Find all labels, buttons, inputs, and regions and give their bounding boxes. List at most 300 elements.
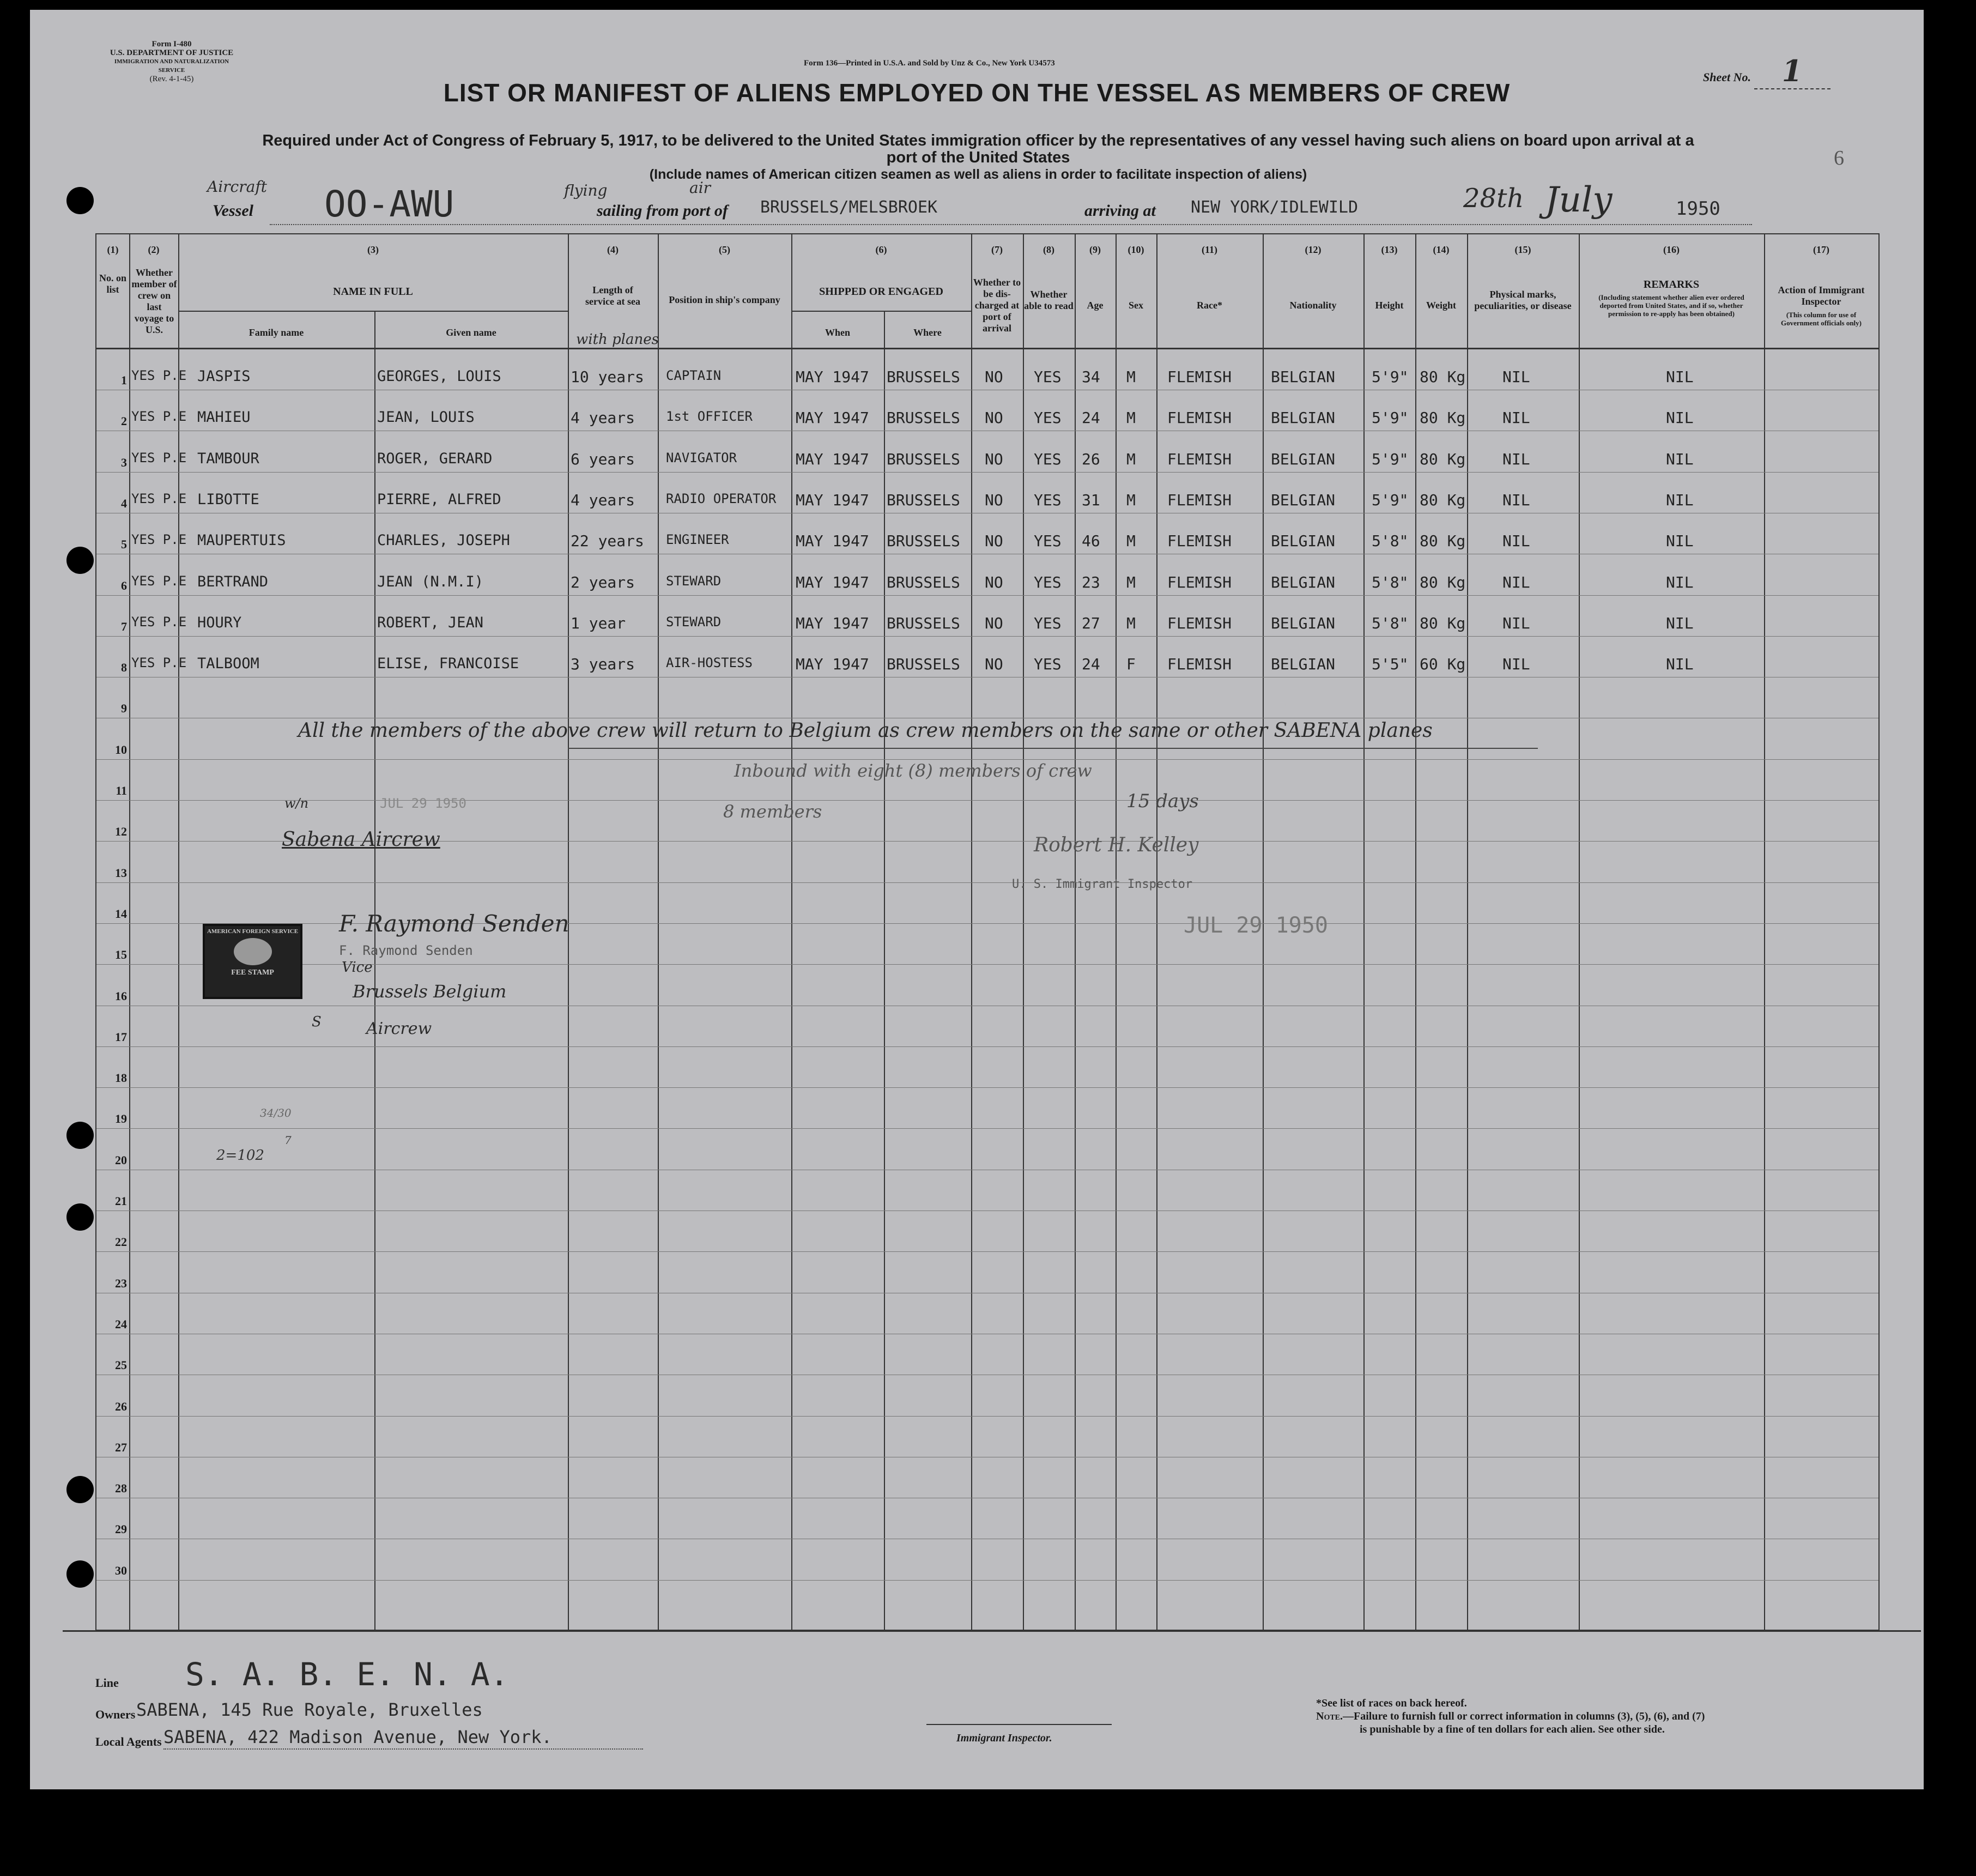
- row9-underline: [568, 748, 1538, 749]
- crew-height: 5'9": [1372, 368, 1409, 386]
- crew-when: MAY 1947: [796, 450, 869, 468]
- crew-marks: NIL: [1502, 368, 1530, 386]
- row10-note: Inbound with eight (8) members of crew: [734, 760, 1092, 781]
- signer-place: Brussels Belgium: [353, 981, 507, 1002]
- crew-when: MAY 1947: [796, 532, 869, 550]
- crew-position: ENGINEER: [666, 532, 729, 547]
- col-num: (14): [1433, 244, 1450, 255]
- crew-read: YES: [1034, 573, 1062, 591]
- col-header-sex: Sex: [1129, 300, 1143, 311]
- crew-service: 4 years: [571, 409, 635, 427]
- crew-last: YES P.E: [131, 409, 187, 424]
- col-num: (17): [1813, 244, 1829, 255]
- row-number: 1: [121, 373, 127, 387]
- crew-remarks: NIL: [1666, 368, 1694, 386]
- crew-height: 5'5": [1372, 655, 1409, 673]
- col-line: [1764, 234, 1765, 1630]
- header-divider: [96, 348, 1878, 349]
- subtitle-line-1: Required under Act of Congress of February 5, 1917, to be delivered to the United States immigration officer by the representatives of any vessel having such aliens on board upon arrival at a: [262, 132, 1694, 149]
- service: IMMIGRATION AND NATURALIZATION SERVICE: [114, 58, 229, 74]
- crew-weight: 80 Kg: [1420, 491, 1466, 509]
- row-number: 20: [115, 1153, 127, 1167]
- col-num: (16): [1663, 244, 1680, 255]
- row-number: 9: [121, 701, 127, 715]
- row-number: 18: [115, 1071, 127, 1085]
- manifest-page: [30, 10, 1924, 1789]
- crew-race: FLEMISH: [1167, 491, 1232, 509]
- crew-service: 10 years: [571, 368, 644, 386]
- crew-marks: NIL: [1502, 655, 1530, 673]
- crew-position: RADIO OPERATOR: [666, 491, 777, 506]
- crew-family: TALBOOM: [197, 655, 259, 672]
- arriving-value: NEW YORK/IDLEWILD: [1191, 198, 1359, 217]
- row-number: 12: [115, 825, 127, 838]
- subtitle-line-3: (Include names of American citizen seamen as well as aliens in order to facilitate inspection of aliens): [649, 167, 1307, 182]
- col-num: (1): [107, 244, 119, 255]
- crew-service: 1 year: [571, 614, 626, 632]
- col-header-last-voyage: Whether member of crew on last voyage to U.S.: [131, 267, 177, 335]
- crew-where: BRUSSELS: [887, 614, 960, 632]
- row-line: [96, 882, 1878, 883]
- crew-given: ROBERT, JEAN: [377, 614, 484, 631]
- crew-read: YES: [1034, 532, 1062, 550]
- crew-position: STEWARD: [666, 614, 722, 630]
- row-number: 8: [121, 661, 127, 674]
- row-number: 16: [115, 989, 127, 1003]
- crew-nationality: BELGIAN: [1271, 573, 1336, 591]
- wn-date: JUL 29 1950: [380, 796, 466, 811]
- note-fine-text: —Failure to furnish full or correct information in columns (3), (5), (6), and (7): [1343, 1710, 1705, 1722]
- crew-last: YES P.E: [131, 655, 187, 670]
- col-line: [1116, 234, 1117, 1630]
- col-line: [1023, 234, 1024, 1630]
- crew-sex: M: [1126, 614, 1136, 632]
- row-number: 15: [115, 948, 127, 961]
- crew-height: 5'9": [1372, 450, 1409, 468]
- col-line: [658, 234, 659, 1630]
- row-line: [96, 800, 1878, 801]
- subtitle-line-2: port of the United States: [886, 149, 1070, 166]
- inspector-stamp: U. S. Immigrant Inspector: [1012, 878, 1193, 891]
- crew-nationality: BELGIAN: [1271, 532, 1336, 550]
- col-header-action-note: (This column for use of Government officials only): [1780, 311, 1862, 327]
- crew-when: MAY 1947: [796, 409, 869, 427]
- col-num: (5): [719, 244, 730, 255]
- agents-label: Local Agents: [95, 1735, 162, 1748]
- crew-read: YES: [1034, 614, 1062, 632]
- signer-mark: S: [312, 1014, 322, 1030]
- row-number: 13: [115, 866, 127, 880]
- crew-race: FLEMISH: [1167, 368, 1232, 386]
- crew-where: BRUSSELS: [887, 491, 960, 509]
- crew-age: 31: [1082, 491, 1100, 509]
- row-number: 4: [121, 497, 127, 510]
- col-num: (12): [1305, 244, 1322, 255]
- crew-discharged: NO: [985, 409, 1003, 427]
- crew-where: BRUSSELS: [887, 409, 960, 427]
- crew-marks: NIL: [1502, 409, 1530, 427]
- crew-family: MAUPERTUIS: [197, 532, 286, 549]
- crew-given: ELISE, FRANCOISE: [377, 655, 519, 672]
- row-number: 6: [121, 579, 127, 592]
- page-title: LIST OR MANIFEST OF ALIENS EMPLOYED ON THE VESSEL AS MEMBERS OF CREW: [443, 78, 1511, 107]
- printer-line: Form 136—Printed in U.S.A. and Sold by Unz & Co., New York U34573: [804, 59, 1055, 68]
- row-line: [96, 759, 1878, 760]
- note-head: Note.: [1316, 1710, 1343, 1722]
- crew-when: MAY 1947: [796, 614, 869, 632]
- crew-discharged: NO: [985, 450, 1003, 468]
- row-line: [96, 472, 1878, 473]
- crew-age: 34: [1082, 368, 1100, 386]
- row-number: 28: [115, 1481, 127, 1495]
- punch-hole: [66, 187, 94, 214]
- margin-figure-1: 34/30: [260, 1106, 292, 1119]
- col-header-remarks-note: (Including statement whether alien ever ordered deported from United States, and if so, whether permission to re-apply has been obtained): [1598, 293, 1744, 318]
- crew-service: 22 years: [571, 532, 644, 550]
- crew-when: MAY 1947: [796, 491, 869, 509]
- col-header-no: No. on list: [99, 273, 126, 295]
- signer-title: Vice: [342, 959, 373, 976]
- row-number: 25: [115, 1358, 127, 1372]
- punch-hole: [66, 1122, 94, 1149]
- sabena-note: Sabena Aircrew: [282, 828, 440, 851]
- margin-figure-3: 2=102: [216, 1147, 264, 1164]
- row-number: 23: [115, 1276, 127, 1290]
- agent-line: [163, 1748, 643, 1750]
- col-num: (6): [875, 244, 887, 255]
- service-annot: with planes: [576, 331, 659, 348]
- row-line: [96, 1087, 1878, 1088]
- crew-read: YES: [1034, 368, 1062, 386]
- crew-age: 27: [1082, 614, 1100, 632]
- col-num: (11): [1202, 244, 1217, 255]
- crew-nationality: BELGIAN: [1271, 450, 1336, 468]
- col-header-family: Family name: [248, 327, 304, 338]
- col-header-discharged: Whether to be dis-charged at port of arrival: [973, 277, 1021, 334]
- shipped-subdivider: [791, 311, 971, 312]
- crew-weight: 80 Kg: [1420, 532, 1466, 550]
- punch-hole: [66, 547, 94, 574]
- crew-service: 2 years: [571, 573, 635, 591]
- col-num: (8): [1043, 244, 1054, 255]
- crew-sex: M: [1126, 491, 1136, 509]
- col-header-position: Position in ship's company: [669, 294, 780, 305]
- crew-remarks: NIL: [1666, 614, 1694, 632]
- vessel-annot: Aircraft: [207, 178, 267, 196]
- col-header-age: Age: [1087, 300, 1104, 311]
- crew-weight: 80 Kg: [1420, 573, 1466, 591]
- col-num: (13): [1381, 244, 1398, 255]
- crew-age: 24: [1082, 655, 1100, 673]
- sheet-label: Sheet No.: [1703, 70, 1751, 84]
- crew-last: YES P.E: [131, 614, 187, 630]
- inspector-label: Immigrant Inspector.: [956, 1732, 1052, 1744]
- crew-remarks: NIL: [1666, 450, 1694, 468]
- crew-given: CHARLES, JOSEPH: [377, 532, 510, 549]
- name-subdivider: [178, 311, 568, 312]
- subtitle: [112, 132, 1845, 183]
- crew-nationality: BELGIAN: [1271, 491, 1336, 509]
- fee-stamp: [203, 924, 302, 999]
- owners-value: SABENA, 145 Rue Royale, Bruxelles: [136, 1699, 483, 1720]
- col-header-name: NAME IN FULL: [333, 286, 413, 298]
- port-value: BRUSSELS/MELSBROEK: [760, 198, 938, 217]
- note-fine: [1316, 1710, 1916, 1723]
- crew-remarks: NIL: [1666, 491, 1694, 509]
- crew-race: FLEMISH: [1167, 655, 1232, 673]
- crew-nationality: BELGIAN: [1271, 614, 1336, 632]
- crew-marks: NIL: [1502, 450, 1530, 468]
- row-number: 10: [115, 743, 127, 757]
- col-header-height: Height: [1375, 300, 1404, 311]
- row9-note: All the members of the above crew will return to Belgium as crew members on the same or other SABENA planes: [298, 719, 1433, 742]
- col-header-read: Whether able to read: [1024, 289, 1074, 311]
- crew-service: 4 years: [571, 491, 635, 509]
- col-num: (15): [1514, 244, 1531, 255]
- crew-family: MAHIEU: [197, 409, 251, 426]
- crew-age: 26: [1082, 450, 1100, 468]
- crew-discharged: NO: [985, 491, 1003, 509]
- row-number: 30: [115, 1564, 127, 1577]
- row-line: [96, 636, 1878, 637]
- crew-family: TAMBOUR: [197, 450, 259, 467]
- crew-nationality: BELGIAN: [1271, 409, 1336, 427]
- fee-stamp-seal: [234, 938, 272, 965]
- line-label: Line: [95, 1676, 119, 1690]
- revision: (Rev. 4-1-45): [149, 75, 194, 83]
- arriving-label: arriving at: [1084, 202, 1156, 220]
- row-line: [96, 1046, 1878, 1047]
- row11-note: 8 members: [723, 801, 822, 822]
- department: U.S. DEPARTMENT OF JUSTICE: [110, 49, 234, 57]
- crew-nationality: BELGIAN: [1271, 368, 1336, 386]
- crew-when: MAY 1947: [796, 655, 869, 673]
- row-number: 21: [115, 1194, 127, 1208]
- air-annot: air: [689, 179, 711, 197]
- col-header-action: Action of Immigrant Inspector: [1778, 285, 1865, 307]
- col-num: (9): [1089, 244, 1101, 255]
- crew-weight: 80 Kg: [1420, 450, 1466, 468]
- col-line: [1415, 234, 1416, 1630]
- col-header-shipped: SHIPPED OR ENGAGED: [819, 286, 943, 298]
- col-line: [971, 234, 972, 1630]
- crew-where: BRUSSELS: [887, 573, 960, 591]
- crew-weight: 80 Kg: [1420, 409, 1466, 427]
- fee-stamp-top: AMERICAN FOREIGN SERVICE: [207, 928, 299, 935]
- crew-discharged: NO: [985, 655, 1003, 673]
- crew-last: YES P.E: [131, 532, 187, 547]
- col-num: (3): [367, 244, 379, 255]
- col-line: [791, 234, 792, 1630]
- wn-mark: w/n: [284, 796, 309, 811]
- crew-weight: 80 Kg: [1420, 614, 1466, 632]
- crew-service: 3 years: [571, 655, 635, 673]
- crew-marks: NIL: [1502, 614, 1530, 632]
- crew-sex: M: [1126, 532, 1136, 550]
- crew-where: BRUSSELS: [887, 655, 960, 673]
- crew-read: YES: [1034, 655, 1062, 673]
- crew-marks: NIL: [1502, 491, 1530, 509]
- vessel-value: OO-AWU: [324, 183, 454, 225]
- crew-race: FLEMISH: [1167, 450, 1232, 468]
- row-line: [96, 1580, 1878, 1581]
- row-number: 26: [115, 1400, 127, 1413]
- col-header-given: Given name: [446, 327, 496, 338]
- crew-discharged: NO: [985, 614, 1003, 632]
- crew-height: 5'8": [1372, 532, 1409, 550]
- crew-where: BRUSSELS: [887, 532, 960, 550]
- col-line: [1156, 234, 1157, 1630]
- crew-last: YES P.E: [131, 573, 187, 589]
- inspector-sig: Robert H. Kelley: [1034, 834, 1199, 856]
- row-number: 22: [115, 1235, 127, 1249]
- crew-race: FLEMISH: [1167, 409, 1232, 427]
- row-number: 27: [115, 1441, 127, 1454]
- col-header-service: Length of service at sea: [585, 285, 640, 307]
- crew-last: YES P.E: [131, 368, 187, 383]
- crew-position: NAVIGATOR: [666, 450, 737, 465]
- crew-read: YES: [1034, 409, 1062, 427]
- col-header-race: Race*: [1197, 300, 1222, 311]
- crew-height: 5'8": [1372, 614, 1409, 632]
- crew-sex: M: [1126, 450, 1136, 468]
- col-num: (10): [1128, 244, 1144, 255]
- margin-number: 6: [1834, 147, 1844, 170]
- row-number: 7: [121, 620, 127, 633]
- crew-marks: NIL: [1502, 532, 1530, 550]
- date-stamp: JUL 29 1950: [1184, 913, 1328, 938]
- fee-stamp-bottom: FEE STAMP: [231, 969, 274, 977]
- agents-value: SABENA, 422 Madison Avenue, New York.: [163, 1727, 552, 1747]
- row-line: [96, 1416, 1878, 1417]
- signer-typed: F. Raymond Senden: [339, 943, 473, 958]
- crew-discharged: NO: [985, 368, 1003, 386]
- crew-weight: 60 Kg: [1420, 655, 1466, 673]
- row-number: 2: [121, 414, 127, 428]
- col-num: (7): [991, 244, 1003, 255]
- col-header-weight: Weight: [1426, 300, 1456, 311]
- crew-position: STEWARD: [666, 573, 722, 589]
- crew-sex: F: [1126, 655, 1136, 673]
- col-line: [884, 311, 885, 1630]
- crew-nationality: BELGIAN: [1271, 655, 1336, 673]
- punch-hole: [66, 1476, 94, 1503]
- punch-hole: [66, 1560, 94, 1588]
- crew-sex: M: [1126, 368, 1136, 386]
- col-header-when: When: [825, 327, 850, 338]
- crew-sex: M: [1126, 573, 1136, 591]
- note-fine-2: is punishable by a fine of ten dollars for each alien. See other side.: [1360, 1723, 1665, 1735]
- crew-family: LIBOTTE: [197, 491, 259, 508]
- owners-label: Owners: [95, 1708, 136, 1721]
- footer-divider: [63, 1630, 1921, 1632]
- footer-notes: [1316, 1697, 1916, 1736]
- row-line: [96, 1251, 1878, 1252]
- crew-height: 5'9": [1372, 409, 1409, 427]
- crew-family: BERTRAND: [197, 573, 269, 590]
- row-number: 24: [115, 1317, 127, 1331]
- crew-read: YES: [1034, 450, 1062, 468]
- crew-given: GEORGES, LOUIS: [377, 368, 501, 385]
- vessel-label: Vessel: [213, 202, 253, 220]
- col-line: [1075, 234, 1076, 1630]
- col-line: [1363, 234, 1365, 1630]
- month-value: July: [1545, 180, 1613, 220]
- crew-height: 5'8": [1372, 573, 1409, 591]
- form-id: Form I-480: [151, 40, 192, 49]
- crew-age: 46: [1082, 532, 1100, 550]
- crew-height: 5'9": [1372, 491, 1409, 509]
- crew-weight: 80 Kg: [1420, 368, 1466, 386]
- crew-age: 24: [1082, 409, 1100, 427]
- col-header-marks: Physical marks, peculiarities, or disease: [1474, 289, 1572, 311]
- crew-age: 23: [1082, 573, 1100, 591]
- crew-marks: NIL: [1502, 573, 1530, 591]
- row-number: 3: [121, 456, 127, 469]
- crew-service: 6 years: [571, 450, 635, 468]
- crew-position: AIR-HOSTESS: [666, 655, 753, 670]
- col-line: [129, 234, 130, 1630]
- crew-discharged: NO: [985, 573, 1003, 591]
- crew-position: 1st OFFICER: [666, 409, 753, 424]
- crew-remarks: NIL: [1666, 573, 1694, 591]
- col-line: [178, 234, 179, 1630]
- row-number: 19: [115, 1112, 127, 1125]
- crew-remarks: NIL: [1666, 655, 1694, 673]
- year-value: 1950: [1676, 198, 1720, 220]
- crew-given: PIERRE, ALFRED: [377, 491, 501, 508]
- crew-where: BRUSSELS: [887, 368, 960, 386]
- day-value: 28th: [1463, 183, 1524, 214]
- crew-race: FLEMISH: [1167, 614, 1232, 632]
- row-number: 5: [121, 537, 127, 551]
- sailing-label: sailing from port of: [597, 202, 728, 220]
- sheet-value: 1: [1754, 53, 1830, 89]
- signer-dept: Aircrew: [366, 1019, 432, 1038]
- crew-last: YES P.E: [131, 450, 187, 465]
- col-line: [1579, 234, 1580, 1630]
- col-header-where: Where: [913, 327, 942, 338]
- crew-table: [95, 233, 1880, 1631]
- crew-where: BRUSSELS: [887, 450, 960, 468]
- row-line: [96, 595, 1878, 596]
- form-id-block: [101, 40, 243, 83]
- crew-last: YES P.E: [131, 491, 187, 506]
- admitted-days: 15 days: [1126, 790, 1199, 812]
- row-number: 14: [115, 907, 127, 921]
- col-line: [374, 311, 375, 1630]
- inspector-line: [926, 1724, 1112, 1725]
- crew-read: YES: [1034, 491, 1062, 509]
- signer-sig: F. Raymond Senden: [339, 910, 569, 937]
- flying-annot: flying: [564, 181, 608, 199]
- col-header-nationality: Nationality: [1289, 300, 1337, 311]
- crew-race: FLEMISH: [1167, 573, 1232, 591]
- crew-when: MAY 1947: [796, 573, 869, 591]
- note-races: *See list of races on back hereof.: [1316, 1697, 1467, 1709]
- col-num: (2): [148, 244, 160, 255]
- crew-discharged: NO: [985, 532, 1003, 550]
- col-num: (4): [607, 244, 619, 255]
- line-value: S. A. B. E. N. A.: [185, 1656, 509, 1693]
- crew-remarks: NIL: [1666, 409, 1694, 427]
- crew-position: CAPTAIN: [666, 368, 722, 383]
- col-line: [1467, 234, 1468, 1630]
- crew-family: HOURY: [197, 614, 242, 631]
- crew-when: MAY 1947: [796, 368, 869, 386]
- crew-race: FLEMISH: [1167, 532, 1232, 550]
- margin-figure-2: 7: [284, 1134, 292, 1147]
